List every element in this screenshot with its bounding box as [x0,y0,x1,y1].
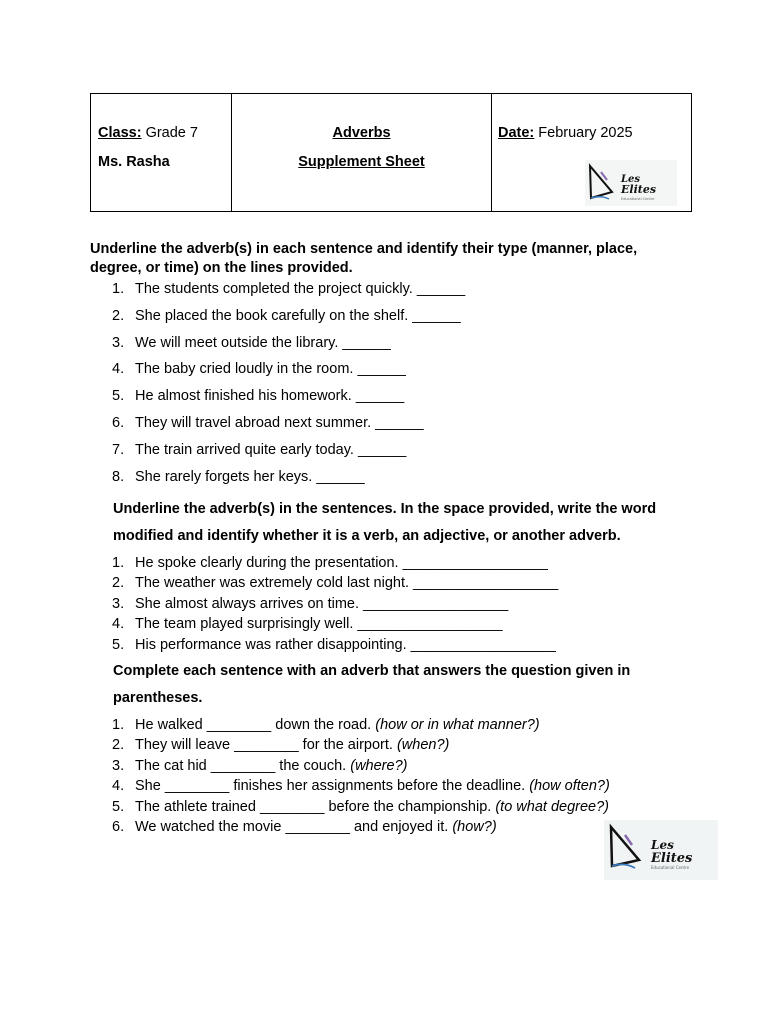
item-hint: (how?) [452,818,497,835]
list-item [90,818,610,838]
item-number: 6. [112,414,125,431]
item-text: The baby cried loudly in the room. ______ [135,361,406,378]
list-item [90,280,465,307]
logo-line1: Les [621,174,641,185]
list-item [90,360,465,387]
item-text: The students completed the project quickly. ______ [135,281,466,297]
item-number: 4. [112,361,125,378]
footer-logo-line1: Les [651,838,674,852]
item-number: 1. [112,281,125,297]
date-label: Date: [498,125,535,141]
list-item [90,736,610,756]
item-text: She almost always arrives on time. __________________ [135,595,509,612]
list-item [90,757,610,777]
item-hint: (how or in what manner?) [375,717,540,733]
page-subtitle: Supplement Sheet [298,154,425,170]
item-text: We watched the movie ________ and enjoyed it. [135,818,453,835]
item-number: 4. [112,778,125,795]
item-number: 3. [112,595,125,612]
header-date-cell [492,94,692,212]
item-text: She rarely forgets her keys. ______ [135,468,365,485]
section3-list [90,716,610,838]
item-number: 7. [112,441,125,458]
item-text: They will leave ________ for the airport. [135,737,397,754]
list-item [90,441,465,468]
item-text: He spoke clearly during the presentation. __________________ [135,555,548,571]
item-text: He walked ________ down the road. [135,717,376,733]
item-number: 5. [112,798,125,815]
list-item [90,595,558,615]
footer-logo [604,820,718,880]
item-text: He almost finished his homework. ______ [135,388,405,405]
logo-mark-icon [604,820,718,880]
item-number: 2. [112,737,125,754]
item-number: 3. [112,757,125,774]
header-class-cell [91,94,232,212]
item-number: 8. [112,468,125,485]
item-text: We will meet outside the library. ______ [135,334,391,351]
item-hint: (how often?) [529,778,610,795]
list-item [90,798,610,818]
logo-mark-icon [585,160,677,206]
list-item [90,716,610,736]
item-number: 6. [112,818,125,835]
section3-instruction: Complete each sentence with an adverb that answers the question given in parentheses. [113,663,631,706]
item-number: 5. [112,636,125,653]
list-item [90,777,610,797]
logo-tagline: Educational Centre [621,197,655,201]
class-value: Grade 7 [145,125,198,141]
footer-logo-tagline: Educational Centre [651,865,690,870]
item-text: She ________ finishes her assignments before the deadline. [135,778,530,795]
item-text: She placed the book carefully on the shelf. ______ [135,307,461,324]
item-number: 1. [112,717,125,733]
footer-logo-line2: Elites [651,851,693,866]
item-number: 2. [112,307,125,324]
item-hint: (when?) [396,737,450,754]
teacher-name: Ms. Rasha [98,154,170,170]
item-text: His performance was rather disappointing. __________________ [135,636,556,653]
header-title-cell [232,94,492,212]
item-hint: (where?) [350,757,408,774]
item-text: The train arrived quite early today. ______ [135,441,407,458]
logo-line2: Elites [621,183,657,196]
header-logo [585,160,677,206]
list-item [90,615,558,635]
section1-instruction: Underline the adverb(s) in each sentence and identify their type (manner, place, degree, or time) on the lines provided. [90,241,638,276]
list-item [90,574,558,594]
header-table [90,93,692,212]
item-text: They will travel abroad next summer. ______ [135,414,424,431]
item-text: The athlete trained ________ before the championship. [135,798,496,815]
section2-list [90,554,558,656]
date-value: February 2025 [538,125,633,141]
item-text: The weather was extremely cold last night. __________________ [135,575,559,592]
section2-instruction: Underline the adverb(s) in the sentences. In the space provided, write the word modified and identify whether it is a verb, an adjective, or another adverb. [113,501,657,544]
item-text: The team played surprisingly well. __________________ [135,616,503,633]
item-number: 4. [112,616,125,633]
class-line [98,125,198,141]
item-number: 2. [112,575,125,592]
item-hint: (to what degree?) [495,798,609,815]
item-number: 3. [112,334,125,351]
item-number: 1. [112,555,125,571]
item-number: 5. [112,388,125,405]
page-title: Adverbs [332,125,391,141]
list-item [90,636,558,656]
section1-list [90,280,465,494]
list-item [90,334,465,361]
list-item [90,307,465,334]
list-item [90,468,465,495]
list-item [90,554,558,574]
date-line [498,125,633,141]
list-item [90,414,465,441]
item-text: The cat hid ________ the couch. [135,757,351,774]
list-item [90,387,465,414]
class-label: Class: [98,125,142,141]
